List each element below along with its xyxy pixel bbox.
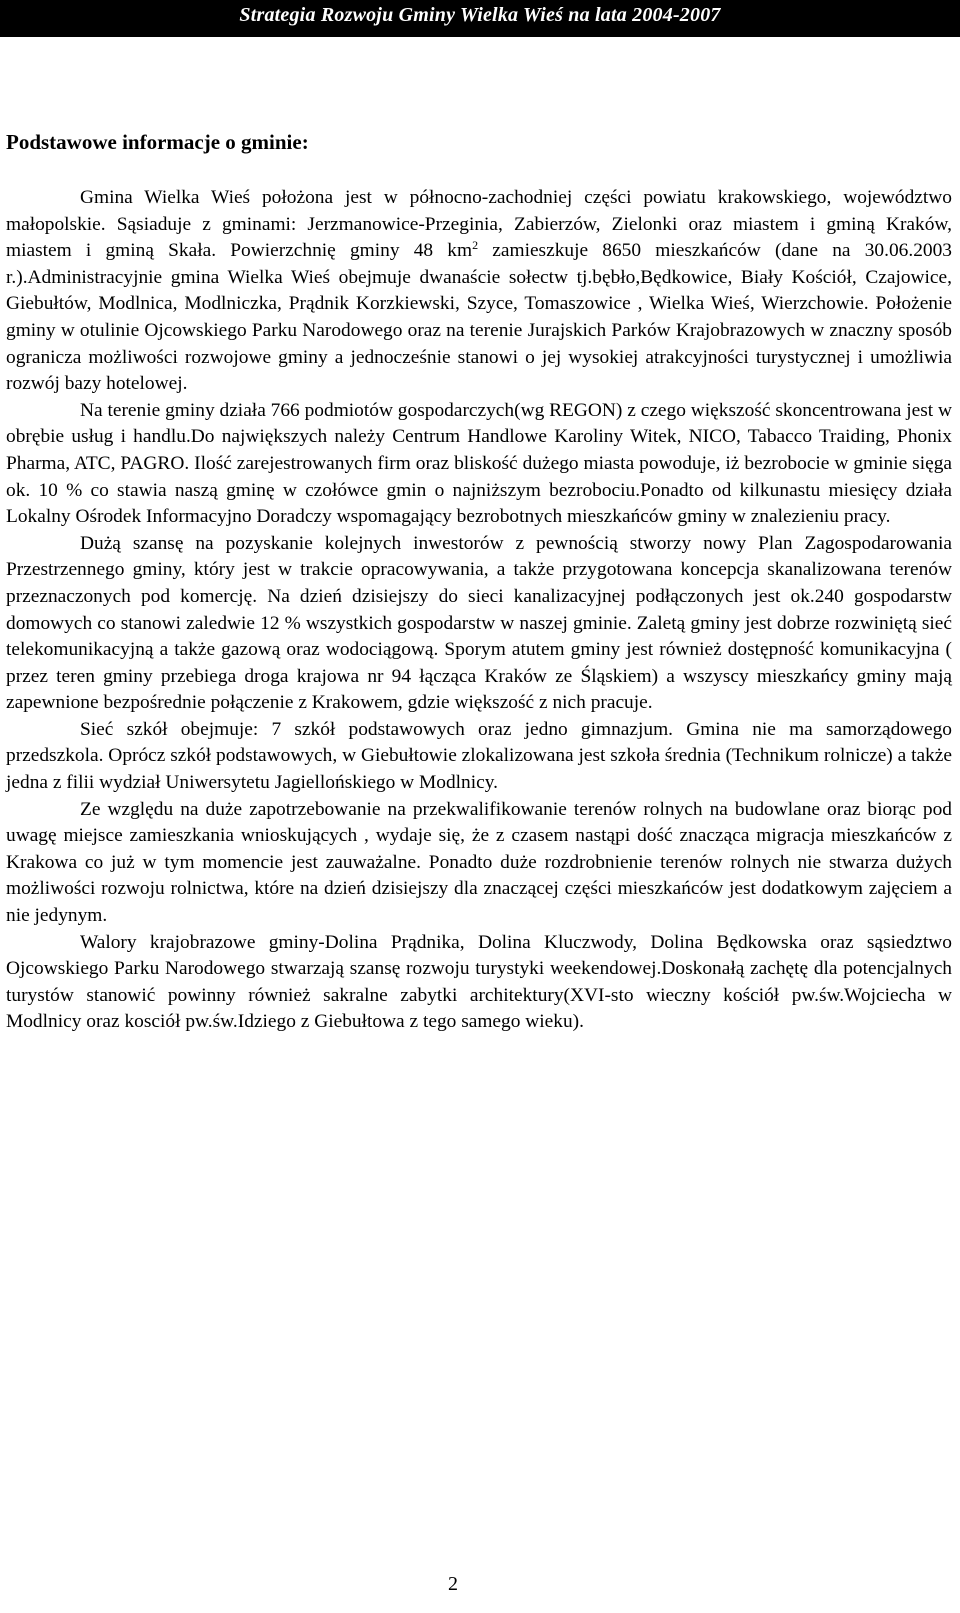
- page-number: [0, 1573, 960, 1596]
- document-header-title: Strategia Rozwoju Gminy Wielka Wieś na lata 2004-2007: [239, 4, 721, 26]
- section-heading: Podstawowe informacje o gminie:: [6, 130, 309, 154]
- paragraph-1: [6, 185, 952, 398]
- body-text: [6, 185, 952, 1036]
- superscript-2: 2: [472, 238, 479, 253]
- paragraph-1-part-b: zamieszkuje 8650 mieszkańców (dane na 30.06.2003 r.).Administracyjnie gmina Wielka Wieś obejmuje dwanaście sołectw tj.bębło,Będkowice, Biały Kościół, Czajowice, Giebułtów, Modlnica, Modlniczka, Prądnik Korzkiewski, Szyce, Tomaszowice , Wielka Wieś, Wierzchowie. Położenie gminy w otulinie Ojcowskiego Parku Narodowego oraz na terenie Jurajskich Parków Krajobrazowych w znaczny sposób ogranicza możliwości rozwojowe gminy a jednocześnie stanowi o jej wysokiej atrakcyjności turystycznej i umożliwia rozwój bazy hotelowej.: [6, 240, 952, 395]
- paragraph-6: Walory krajobrazowe gminy-Dolina Prądnika, Dolina Kluczwody, Dolina Będkowska oraz sąsiedztwo Ojcowskiego Parku Narodowego stwarzają szansę rozwoju turystyki weekendowej.Doskonałą zachętę dla potencjalnych turystów stanowić powinny również sakralne zabytki architektury(XVI-sto wieczny kościół pw.św.Wojciecha w Modlnicy oraz kosciół pw.św.Idziego z Giebułtowa z tego samego wieku).: [6, 931, 952, 1033]
- paragraph-5: Ze względu na duże zapotrzebowanie na przekwalifikowanie terenów rolnych na budowlane oraz biorąc pod uwagę miejsce zamieszkania wnioskujących , wydaje się, że z czasem nastąpi dość znacząca migracja mieszkańców z Krakowa co już w tym momencie jest zauważalne. Ponadto duże rozdrobnienie terenów rolnych nie stwarza dużych możliwości rozwoju rolnictwa, które na dzień dzisiejszy dla znaczącej części mieszkańców jest dodatkowym zajęciem a nie jedynym.: [6, 798, 952, 927]
- paragraph-3: Dużą szansę na pozyskanie kolejnych inwestorów z pewnością stworzy nowy Plan Zagospodarowania Przestrzennego gminy, który jest w trakcie opracowywania, a także przygotowana koncepcja skanalizowana terenów przeznaczonych pod komercję. Na dzień dzisiejszy do sieci kanalizacyjnej podłączonych jest ok.240 gospodarstw domowych co stanowi zaledwie 12 % wszystkich gospodarstw w naszej gminie. Zaletą gminy jest dobrze rozwiniętą sieć telekomunikacyjną a także gazową oraz wodociągową. Sporym atutem gminy jest również dostępność komunikacyjna ( przez teren gminy przebiega droga krajowa nr 94 łącząca Kraków ze Śląskiem) a wszyscy mieszkańcy gminy mają zapewnione bezpośrednie połączenie z Krakowem, gdzie większość z nich pracuje.: [6, 532, 952, 714]
- paragraph-2: Na terenie gminy działa 766 podmiotów gospodarczych(wg REGON) z czego większość skoncentrowana jest w obrębie usług i handlu.Do największych należy Centrum Handlowe Karoliny Witek, NICO, Tabacco Traiding, Phonix Pharma, ATC, PAGRO. Ilość zarejestrowanych firm oraz bliskość dużego miasta powoduje, iż bezrobocie w gminie sięga ok. 10 % co stawia naszą gminę w czołówce gmin o najniższym bezrobociu.Ponadto od kilkunastu miesięcy działa Lokalny Ośrodek Informacyjno Doradczy wspomagający bezrobotnych mieszkańców gminy w znalezieniu pracy.: [6, 399, 952, 528]
- page-number-text: 2: [448, 1573, 458, 1595]
- paragraph-1-part-a: Gmina Wielka Wieś położona jest w północno-zachodniej części powiatu krakowskiego, województwo małopolskie. Sąsiaduje z gminami: Jerzmanowice-Przeginia, Zabierzów, Zielonki oraz miastem i gminą Kraków, miastem i gminą Skała. Powierzchnię gminy 48 km: [6, 187, 952, 262]
- paragraph-4: Sieć szkół obejmuje: 7 szkół podstawowych oraz jedno gimnazjum. Gmina nie ma samorządowego przedszkola. Oprócz szkół podstawowych, w Giebułtowie zlokalizowana jest szkoła średnia (Technikum rolnicze) a także jedna z filii wydział Uniwersytetu Jagiellońskiego w Modlnicy.: [6, 718, 952, 794]
